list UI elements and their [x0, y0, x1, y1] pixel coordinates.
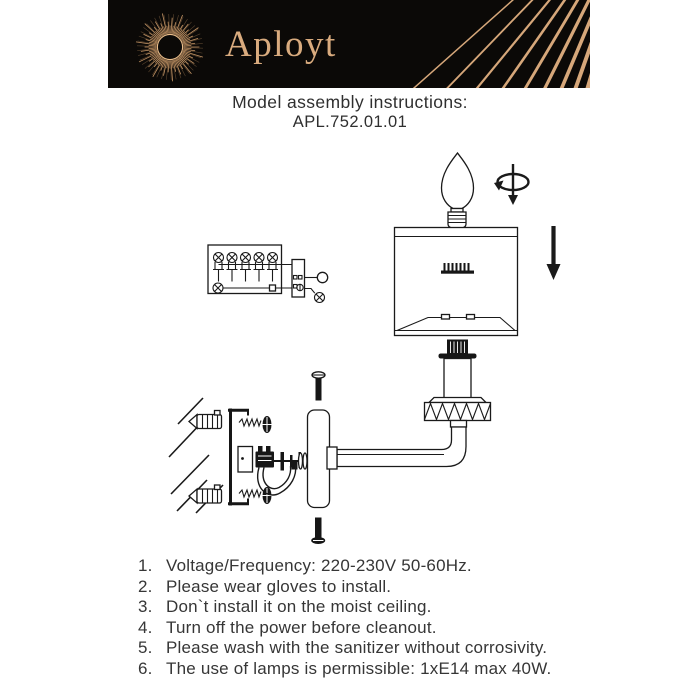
- item-text: Please wash with the sanitizer without corrosivity.: [166, 638, 548, 658]
- supply-symbol: [317, 272, 327, 282]
- list-item: [138, 577, 551, 598]
- item-text: The use of lamps is permissible: 1xE14 max 40W.: [166, 658, 552, 678]
- model-number: APL.752.01.01: [292, 113, 408, 131]
- item-text: Don`t install it on the moist ceiling.: [166, 597, 432, 617]
- candle-sleeve: [444, 359, 471, 403]
- list-item: [138, 659, 551, 680]
- instructions-list: [138, 556, 551, 680]
- list-item: [138, 556, 551, 577]
- item-text: Turn off the power before cleanout.: [166, 617, 437, 637]
- item-number: 2.: [138, 576, 153, 596]
- fixture-arm: [337, 427, 466, 467]
- brand-wordmark: Aployt: [225, 23, 337, 65]
- terminal-block-assembly: [238, 446, 307, 495]
- item-number: 6.: [138, 658, 153, 678]
- socket-mount-ribs: [445, 263, 469, 271]
- wire: [263, 466, 291, 489]
- mounting-screw-bottom: [239, 487, 272, 504]
- item-text: Voltage/Frequency: 220-230V 50-60Hz.: [166, 556, 472, 575]
- list-item: [138, 638, 551, 659]
- item-number: 5.: [138, 638, 153, 658]
- lamp-symbol: [213, 283, 223, 293]
- bulb-screw-base: [448, 212, 466, 229]
- down-arrow-icon: [547, 226, 561, 280]
- wiring-schematic: [208, 245, 328, 303]
- wall-fixture: [299, 340, 491, 545]
- candle-bulb: [442, 153, 474, 209]
- mounting-screw-top: [239, 416, 272, 433]
- wall-anchor-bottom: [189, 485, 222, 503]
- list-item: [138, 597, 551, 618]
- wall-plate: [308, 410, 330, 508]
- list-item: [138, 618, 551, 639]
- lampshade: [395, 228, 518, 336]
- sheet-title: Model assembly instructions:: [232, 92, 468, 112]
- wall-anchor-top: [189, 411, 222, 429]
- rotate-screw-in-icon: [494, 164, 529, 205]
- item-number: 1.: [138, 556, 153, 575]
- item-number: 4.: [138, 617, 153, 637]
- plate-screw-top: [312, 372, 325, 401]
- lamp-symbol: [315, 293, 325, 303]
- item-number: 3.: [138, 597, 153, 617]
- item-text: Please wear gloves to install.: [166, 576, 392, 596]
- wall-mounting: [169, 398, 307, 513]
- plate-screw-bottom: [311, 518, 325, 545]
